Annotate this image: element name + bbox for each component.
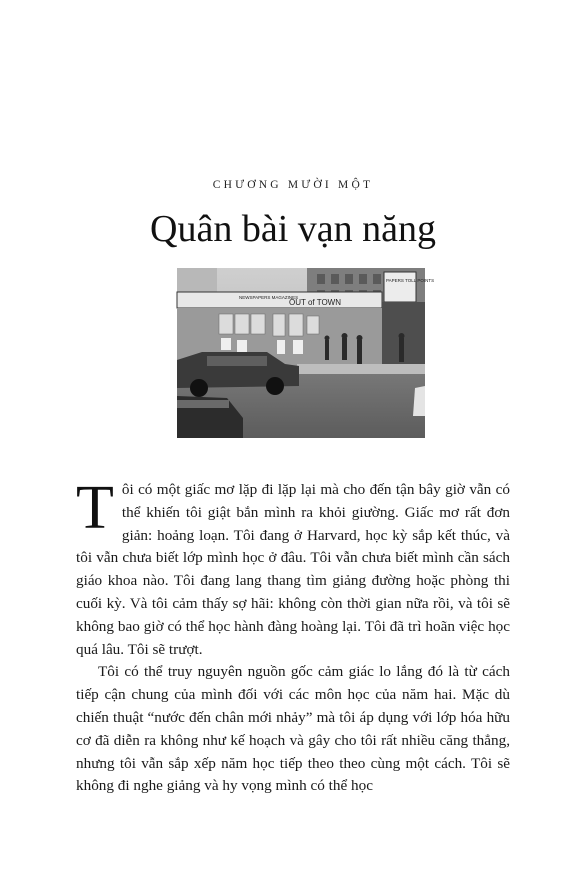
newsstand-sign: OUT of TOWN: [289, 298, 342, 307]
newsstand-sign-small: NEWSPAPERS MAGAZINES: [239, 295, 299, 300]
drop-cap: T: [76, 474, 114, 542]
chapter-number: CHƯƠNG MƯỜI MỘT: [212, 179, 374, 191]
paragraph-1-text: ôi có một giấc mơ lặp đi lặp lại mà cho đến tận bây giờ vẫn có thể khiến tôi giật bắn mình ra khỏi giường. Giấc mơ rất đơn giản: hoảng loạn. Tôi đang ở Harvard, học kỳ sắp kết thúc, và tôi vẫn chưa biết lớp mình học ở đâu. Tôi vẫn chưa biết mình cần sách giáo khoa nào. Tôi đang lang thang tìm giảng đường hoặc phòng thi cuối kỳ. Và tôi cảm thấy sợ hãi: không còn thời gian nữa rồi, và tôi sẽ không bao giờ có thể học hành đàng hoàng lại. Tôi đã trì hoãn việc học quá lâu. Tôi sẽ trượt.: [76, 481, 510, 658]
chapter-title: Quân bài vạn năng: [150, 208, 436, 250]
paragraph-2: Tôi có thể truy nguyên nguồn gốc cảm giác lo lắng đó là từ cách tiếp cận chung của mình đối với các môn học của năm hai. Mặc dù chiến thuật “nước đến chân mới nhảy” mà tôi áp dụng với lớp hóa hữu cơ đã diễn ra không như kế hoạch và gây cho tôi rất nhiều căng thẳng, nhưng tôi vẫn sắp xếp năm học tiếp theo theo cùng một cách. Tôi sẽ không đi nghe giảng và hy vọng mình có thể học: [76, 663, 510, 795]
paragraph-1: [76, 474, 510, 661]
right-sign: PAPERS TOLL POINTS: [386, 278, 435, 283]
chapter-body: [76, 474, 510, 798]
chapter-photo: [177, 268, 435, 438]
